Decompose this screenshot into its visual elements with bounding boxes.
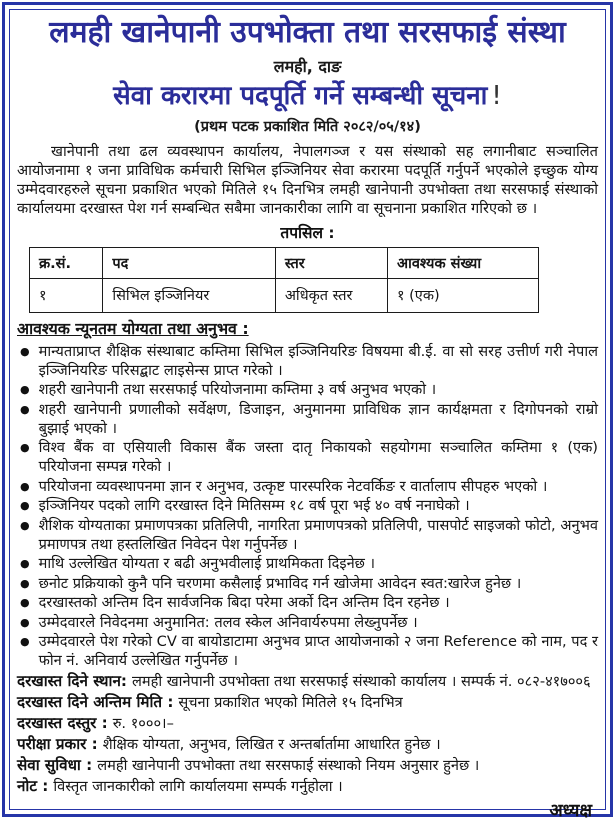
table-row — [30, 278, 539, 312]
note-label: नोट : — [17, 776, 49, 795]
list-item-text: परियोजना व्यवस्थापनमा ज्ञान र अनुभव, उत्कृष्ट पारस्परिक नेटवर्किङ र वार्तालाप सीपहरु भएको । — [38, 477, 548, 495]
table-header-row — [30, 247, 539, 278]
application-place-line — [17, 671, 598, 692]
bullet-icon: ● — [20, 441, 30, 455]
service-benefits-line — [17, 755, 598, 776]
list-item-text: उम्मेदवारले पेश गरेको CV वा बायोडाटामा अनुभव प्राप्त आयोजनाको २ जना Reference को नाम, पद र फोन नं. अनिवार्य उल्लेखित गर्नुपर्नेछ । — [38, 633, 598, 670]
cell-post: सिभिल इञ्जिनियर — [103, 278, 276, 312]
bullet-icon: ● — [20, 344, 30, 358]
table-caption: तपसिल : — [280, 223, 335, 242]
notice-title-text: सेवा करारमा पदपूर्ति गर्ने सम्बन्धी सूचना — [113, 80, 488, 111]
list-item-text: शहरी खानेपानी प्रणालीको सर्वेक्षण, डिजाइन, अनुमानमा प्राविधिक ज्ञान कार्यक्षमता र दिगोपनको राम्रो बुझाई भएको । — [38, 400, 598, 437]
list-item — [17, 554, 598, 573]
application-place-label: दरखास्त दिने स्थान: — [17, 671, 127, 690]
application-deadline-value: सूचना प्रकाशित भएको मितिले १५ दिनभित्र — [178, 693, 403, 711]
list-item-text: इञ्जिनियर पदको लागि दरखास्त दिने मितिसम्म १८ वर्ष पूरा भई ४० वर्ष ननाघेको । — [38, 497, 470, 515]
list-item — [17, 516, 598, 554]
col-header-level: स्तर — [275, 247, 387, 278]
list-item — [17, 438, 598, 476]
service-benefits-value: लमही खानेपानी उपभोक्ता तथा सरसफाई संस्थाको नियम अनुसार हुनेछ । — [97, 756, 480, 774]
list-item — [17, 593, 598, 612]
cell-required-number: १ (एक) — [388, 278, 539, 312]
notice-title-exclamation: ! — [491, 80, 502, 111]
application-place-value: लमही खानेपानी उपभोक्ता तथा सरसफाई संस्थाको कार्यालय । सम्पर्क नं. ०८२-४१७००६ — [131, 672, 591, 690]
application-fee-label: दरखास्त दस्तुर : — [17, 713, 108, 732]
list-item — [17, 342, 598, 380]
col-header-post: पद — [103, 247, 276, 278]
cell-serial: १ — [30, 278, 103, 312]
application-deadline-line — [17, 692, 598, 713]
bullet-icon: ● — [20, 596, 30, 610]
bullet-icon: ● — [20, 402, 30, 416]
bullet-icon: ● — [20, 635, 30, 649]
list-item — [17, 613, 598, 632]
list-item-text: शैशिक योग्यताका प्रमाणपत्रका प्रतिलिपी, नागरिता प्रमाणपत्रको प्रतिलिपी, पासपोर्ट साइजको फोटो, अनुभव प्रमाणपत्र तथा हस्तलिखित निवेदन पेश गर्नुपर्नेछ । — [38, 516, 599, 553]
col-header-required-number: आवश्यक संख्या — [388, 247, 539, 278]
bullet-icon: ● — [20, 518, 30, 532]
signature-chairperson: अध्यक्ष — [549, 800, 592, 819]
list-item — [17, 632, 598, 670]
application-fee-value: रु. १०००।– — [112, 714, 174, 732]
list-item-text: मान्यताप्राप्त शैक्षिक संस्थाबाट कम्तिमा सिभिल इञ्जिनियरिङ विषयमा बी.ई. वा सो सरह उत्तीर्ण गरी नेपाल इञ्जिनियरिङ परिसद्बाट लाइसेन्स प्राप्त गरेको । — [38, 342, 598, 379]
list-item — [17, 400, 598, 438]
qualifications-list — [17, 342, 598, 671]
bullet-icon: ● — [20, 479, 30, 493]
application-deadline-label: दरखास्त दिने अन्तिम मिति : — [17, 692, 174, 711]
bullet-icon: ● — [20, 615, 30, 629]
organization-location: लमही, दाङ — [273, 56, 342, 76]
exam-type-line — [17, 734, 598, 755]
col-header-serial: क्र.सं. — [30, 247, 103, 278]
exam-type-label: परीक्षा प्रकार : — [17, 734, 98, 753]
bullet-icon: ● — [20, 576, 30, 590]
list-item — [17, 574, 598, 593]
exam-type-value: शैक्षिक योग्यता, अनुभव, लिखित र अन्तर्बार्तामा आधारित हुनेछ । — [102, 735, 441, 753]
list-item — [17, 380, 598, 399]
list-item — [17, 477, 598, 496]
bullet-icon: ● — [20, 557, 30, 571]
list-item-text: शहरी खानेपानी तथा सरसफाई परियोजनामा कम्तिमा ३ वर्ष अनुभव भएको । — [38, 381, 437, 399]
notice-title — [17, 81, 598, 112]
service-benefits-label: सेवा सुविधा : — [17, 755, 93, 774]
bullet-icon: ● — [20, 499, 30, 513]
list-item-text: दरखास्तको अन्तिम दिन सार्वजनिक बिदा परेमा अर्को दिन अन्तिम दिन रहनेछ । — [38, 594, 450, 612]
cell-level: अधिकृत स्तर — [275, 278, 387, 312]
list-item-text: माथि उल्लेखित योग्यता र बढी अनुभवीलाई प्राथमिकता दिइनेछ । — [38, 555, 376, 573]
list-item — [17, 496, 598, 515]
list-item-text: उम्मेदवारले निवेदनमा अनुमानित: तलव स्केल अनिवार्यरुपमा लेख्नुपर्नेछ । — [38, 613, 418, 631]
intro-paragraph: खानेपानी तथा ढल व्यवस्थापन कार्यालय, नेपालगञ्ज र यस संस्थाको सह लगानीबाट सञ्चालित आयोजनामा १ जना प्राविधिक कर्मचारी सिभिल इञ्जिनियर सेवा करारमा पदपूर्ति गर्नुपर्ने भएकोले इच्छुक योग्य उम्मेदवारहरुले सूचना प्रकाशित भएको मितिले १५ दिनभित्र लमही खानेपानी उपभोक्ता तथा सरसफाई संस्थाको कार्यालयमा दरखास्त पेश गर्न सम्बन्धित सबैमा जानकारीका लागि वा सूचनाना प्रकाशित गरिएको छ । — [17, 142, 598, 217]
note-value: विस्तृत जानकारीको लागि कार्यालयमा सम्पर्क गर्नुहोला । — [53, 777, 343, 795]
published-date-line: (प्रथम पटक प्रकाशित मिति २०८२/०५/१४) — [194, 118, 421, 135]
bullet-icon: ● — [20, 383, 30, 397]
notice-content — [17, 12, 599, 819]
organization-name: लमही खानेपानी उपभोक्ता तथा सरसफाई संस्था — [49, 15, 566, 50]
qualifications-heading: आवश्यक न्यूनतम योग्यता तथा अनुभव : — [17, 318, 249, 338]
note-line — [17, 776, 598, 797]
list-item-text: छनोट प्रक्रियाको कुनै पनि चरणमा कसैलाई प्रभाविद गर्न खोजेमा आवेदन स्वत:खारेज हुनेछ । — [38, 574, 522, 592]
application-fee-line — [17, 713, 598, 734]
list-item-text: विश्व बैंक वा एसियाली विकास बैंक जस्ता दातृ निकायको सहयोगमा सञ्चालित कम्तिमा १ (एक) परियोजना सम्पन्न गरेको । — [38, 439, 598, 476]
vacancy-table — [29, 247, 539, 313]
